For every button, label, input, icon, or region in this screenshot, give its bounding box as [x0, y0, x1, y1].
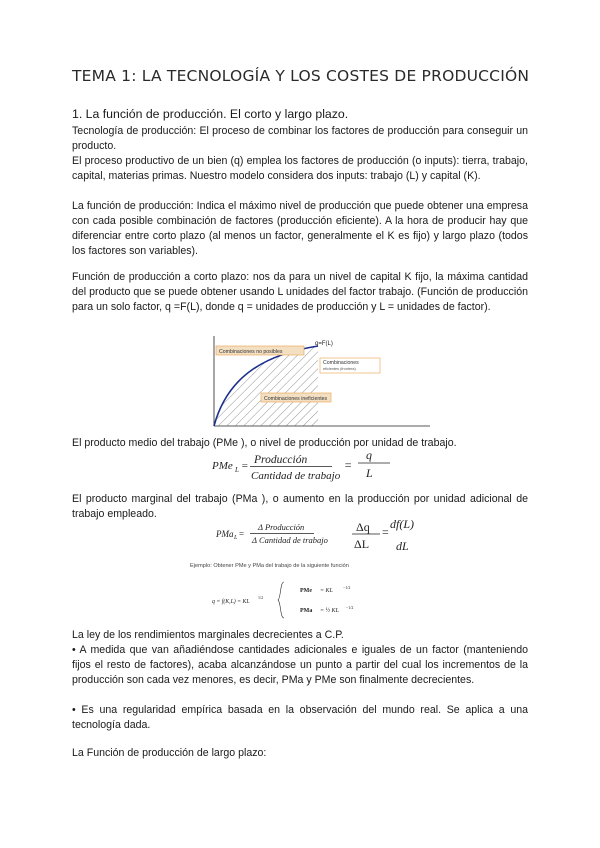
example-pme-exp: −1/2: [343, 585, 351, 590]
paragraph-law-diminishing: La ley de los rendimientos marginales decrecientes a C.P.: [72, 629, 344, 641]
paragraph-technology: Tecnología de producción: El proceso de combinar los factores de producción para conseguir un producto.: [72, 125, 528, 152]
pme-numerator: Producción: [254, 454, 308, 466]
example-pma-rhs: = ½ KL: [320, 608, 339, 614]
box-not-possible-label: Combinaciones no posibles: [219, 349, 283, 355]
box-efficient-label-1: Combinaciones: [323, 360, 359, 366]
pma-dfl: df(L): [390, 517, 414, 531]
pme-q: q: [366, 448, 372, 462]
paragraph-law-bullet-1: • A medida que van añadiéndose cantidades adicionales e iguales de un factor (manteniendo fijos el resto de factores), acaba alcanzándose un punto a partir del cual los incrementos de la producción son cada vez menores, es decir, PMa y PMe son finalmente decrecientes.: [72, 644, 528, 686]
pme-denominator: Cantidad de trabajo: [251, 470, 341, 482]
paragraph-average-product: El producto medio del trabajo (PMe ), o nivel de producción por unidad de trabajo.: [72, 437, 457, 449]
brace: [278, 582, 284, 618]
example-pma-label: PMa: [300, 608, 313, 614]
inefficient-area: [214, 346, 318, 426]
pma-eq-2: =: [382, 525, 389, 539]
paragraph-short-run: Función de producción a corto plazo: nos da para un nivel de capital K fijo, la máxima cantidad del producto que se puede obtener usando L unidades del factor trabajo. (Función de producción para un solo factor, q =F(L), donde q = unidades de producción y L = unidades de factor).: [72, 271, 528, 313]
paragraph-inputs: El proceso productivo de un bien (q) emplea los factores de producción (o inputs): tierra, trabajo, capital, materias primas. Nuestro modelo considera dos inputs: trabajo (L) y capital (K).: [72, 155, 528, 182]
example-caption: Ejemplo: Obtener PMe y PMa del trabajo de la siguiente función: [190, 563, 349, 569]
pma-sub: L: [234, 535, 238, 541]
paragraph-production-function: La función de producción: Indica el máximo nivel de producción que puede obtener una empresa con cada posible combinación de factores (producción eficiente). A la hora de producir hay que diferenciar entre corto plazo (al menos un factor, generalmente el K es fijo) y largo plazo (todos los factores son variables).: [72, 200, 528, 257]
pme-lhs: PMe: [212, 460, 233, 472]
example-function: q = f(K,L) = KL: [212, 599, 250, 605]
example-pme-label: PMe: [300, 588, 312, 594]
paragraph-law-bullet-2: • Es una regularidad empírica basada en la observación del mundo real. Se aplica a una tecnología dada.: [72, 704, 528, 731]
box-efficient-label-2: eficientes (frontera): [323, 367, 356, 371]
pma-denominator: Δ Cantidad de trabajo: [252, 535, 328, 545]
example-function-exp: 1/2: [258, 595, 264, 600]
marginal-product-formula: [214, 516, 414, 554]
pme-eq-2: =: [344, 458, 353, 472]
example-pma-exp: −1/2: [346, 605, 354, 610]
section-heading: 1. La función de producción. El corto y largo plazo.: [72, 107, 349, 121]
pme-l: L: [366, 466, 373, 480]
box-inefficient-label: Combinaciones ineficientes: [264, 396, 328, 402]
example-pme-rhs: = KL: [320, 588, 333, 594]
pma-numerator: Δ Producción: [258, 522, 305, 532]
average-product-formula: [210, 448, 410, 484]
pme-eq-1: =: [241, 460, 249, 472]
paragraph-marginal-product: El producto marginal del trabajo (PMa ), o aumento en la producción por unidad adicional de trabajo empleado.: [72, 493, 528, 520]
page-title: TEMA 1: LA TECNOLOGÍA Y LOS COSTES DE PRODUCCIÓN: [72, 67, 530, 85]
production-function-graph: [208, 334, 440, 430]
pma-dl: ΔL: [354, 537, 370, 551]
pma-dl2: dL: [396, 539, 409, 553]
pme-sub: L: [235, 466, 239, 474]
curve-label: q=F(L): [315, 341, 333, 347]
pma-eq: =: [239, 529, 245, 539]
pma-dq: Δq: [356, 520, 370, 534]
pma-lhs: PMa: [216, 529, 234, 539]
example-formulas: [212, 574, 428, 624]
paragraph-long-run: La Función de producción de largo plazo:: [72, 747, 267, 759]
